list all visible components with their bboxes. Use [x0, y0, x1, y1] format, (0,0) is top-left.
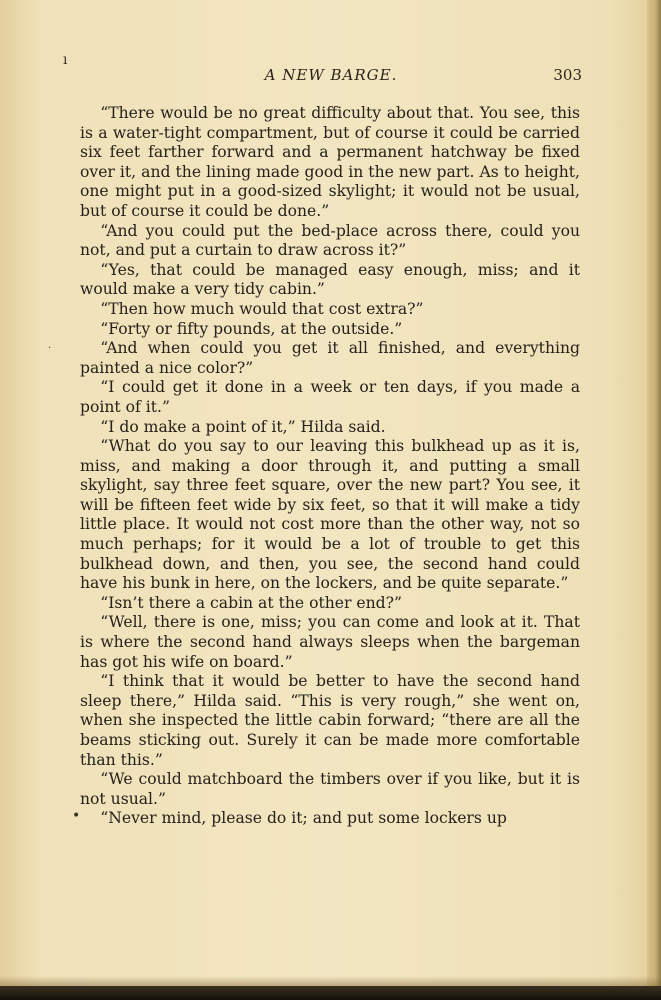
paragraph: “Forty or fifty pounds, at the outside.” [100, 319, 403, 338]
page-bottom-shadow [0, 976, 661, 986]
paragraph: “There would be no great difficulty about that. You see, this is a water-tight compartment, but of course it could be carried six feet farther forward and a permanent hatchway be fixed over it, and the lining made good in the new part. As to height, one might put in a good-sized skylight; it would not be usual, but of course it could be done.” [80, 104, 580, 220]
margin-dot-mark: · [48, 343, 52, 354]
page-right-edge [647, 0, 661, 1000]
paragraph: “I do make a point of it,” Hilda said. [100, 417, 386, 436]
paragraph: “I think that it would be better to have the second hand sleep there,” Hilda said. “This is very rough,” she went on, when she inspected the little cabin forward; “there are all the beams sticking out. Surely it can be made more comfortable than this.” [80, 672, 580, 769]
paragraph: “Isn’t there a cabin at the other end?” [100, 593, 402, 612]
paragraph: “And when could you get it all finished, and everything painted a nice color?” [80, 339, 580, 377]
margin-dot-mark-lower: • [72, 808, 81, 824]
margin-tick-mark: ı [63, 52, 68, 68]
paragraph: “What do you say to our leaving this bulkhead up as it is, miss, and making a door through it, and putting a small skylight, say three feet square, over the new part? You see, it will be fifteen feet wide by six feet, so that it will make a tidy little place. It would not cost more than the other way, not so much perhaps; for it would be a lot of trouble to get this bulkhead down, and then, you see, the second hand could have his bunk in here, on the lockers, and be quite separate.” [80, 437, 580, 593]
paragraph: “We could matchboard the timbers over if you like, but it is not usual.” [80, 770, 580, 808]
page-number: 303 [553, 66, 582, 84]
body-text [80, 104, 580, 829]
paragraph: “Well, there is one, miss; you can come and look at it. That is where the second hand always sleeps when the bargeman has got his wife on board.” [80, 613, 580, 671]
page-bottom-edge [0, 986, 661, 1000]
running-title: A NEW BARGE. [264, 66, 398, 84]
page-header [80, 66, 582, 90]
paragraph: “Then how much would that cost extra?” [100, 299, 424, 318]
paragraph: “Yes, that could be managed easy enough, miss; and it would make a very tidy cabin.” [80, 260, 580, 299]
paragraph: “Never mind, please do it; and put some lockers up [100, 809, 507, 828]
paragraph: “And you could put the bed-place across there, could you not, and put a curtain to draw across it?” [80, 221, 580, 260]
paragraph: “I could get it done in a week or ten days, if you made a point of it.” [80, 378, 580, 416]
